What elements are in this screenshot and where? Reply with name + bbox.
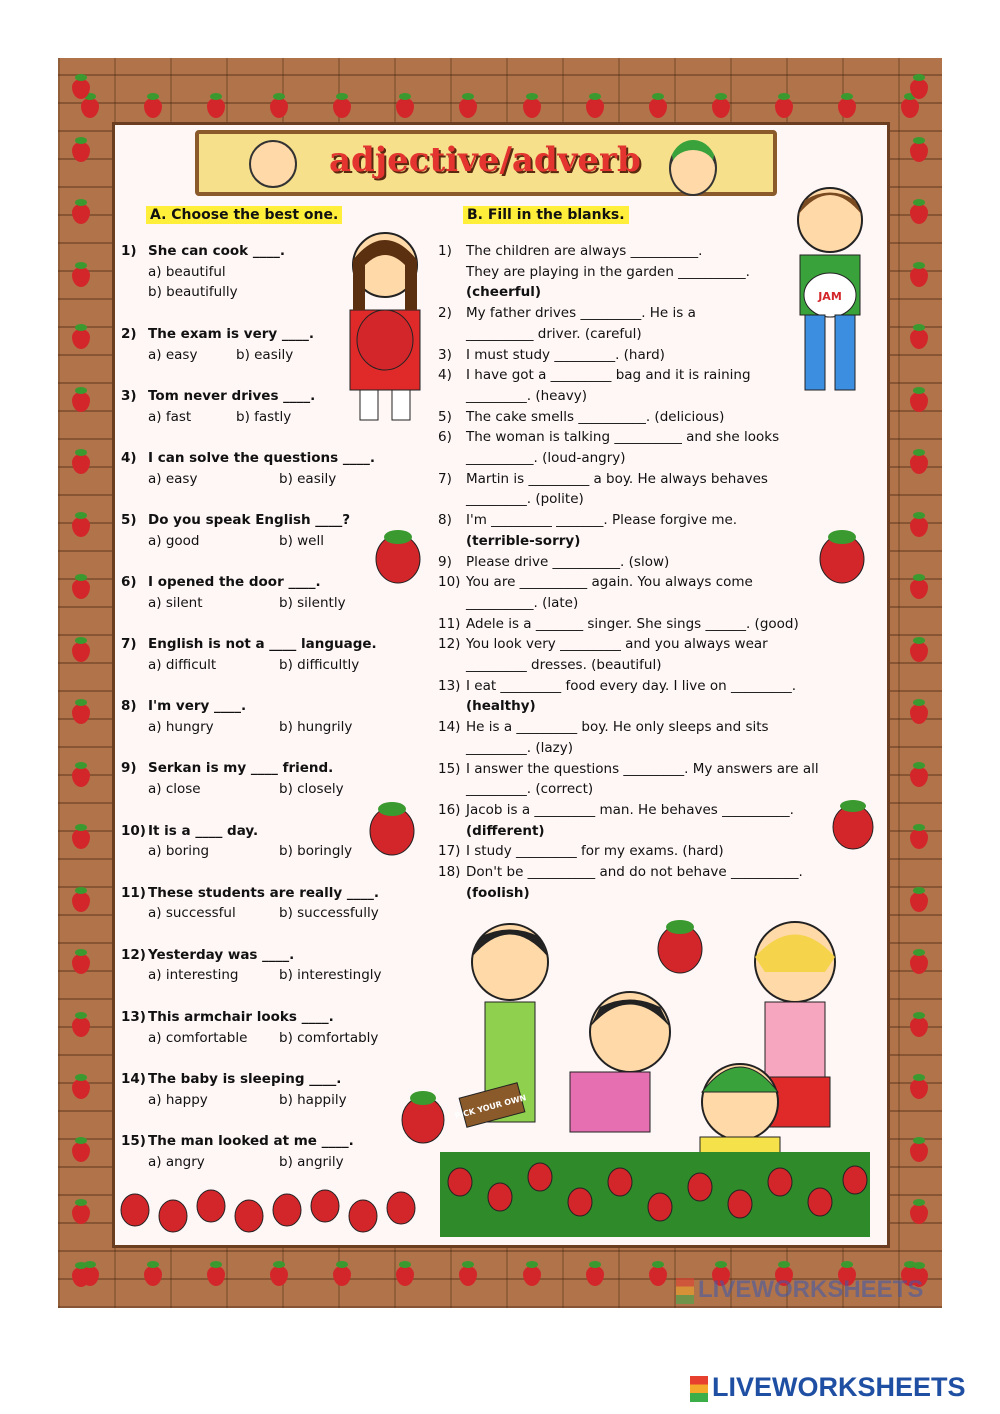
- blank-number: 17): [438, 843, 461, 860]
- question-text: Tom never drives ____.: [148, 387, 316, 404]
- blank-text[interactable]: _________. (correct): [466, 781, 594, 798]
- fill-blank-line: [438, 800, 868, 821]
- question-text: Yesterday was ____.: [148, 946, 295, 963]
- fill-blank-line: [438, 427, 868, 448]
- blank-number: [438, 655, 466, 676]
- blank-text[interactable]: They are playing in the garden __________.: [466, 263, 750, 280]
- question-text: Serkan is my ____ friend.: [148, 760, 334, 777]
- blank-number: [438, 448, 466, 469]
- question-text: I opened the door ____.: [148, 574, 321, 591]
- fill-blank-line: [438, 489, 868, 510]
- question-a-8: [121, 696, 441, 737]
- option-b[interactable]: b) hungrily: [279, 719, 353, 736]
- blank-text[interactable]: __________. (late): [466, 594, 579, 611]
- question-number: 9): [121, 760, 137, 777]
- blank-text[interactable]: Please drive __________. (slow): [466, 553, 670, 570]
- question-text: I can solve the questions ____.: [148, 449, 375, 466]
- question-number: 7): [121, 636, 137, 653]
- option-a[interactable]: a) successful: [148, 905, 236, 922]
- blank-number: 15): [438, 760, 461, 777]
- question-number: 5): [121, 512, 137, 529]
- question-text: I'm very ____.: [148, 698, 247, 715]
- blank-number: [438, 324, 466, 345]
- question-number: 15): [121, 1133, 146, 1150]
- question-a-13: [121, 1007, 441, 1048]
- blank-text[interactable]: Martin is _________ a boy. He always behaves: [466, 470, 768, 487]
- question-number: 10): [121, 822, 146, 839]
- blank-text[interactable]: You look very _________ and you always wear: [466, 636, 768, 653]
- fill-blank-line: [438, 531, 868, 552]
- blank-number: [438, 779, 466, 800]
- fill-blank-line: [438, 510, 868, 531]
- fill-blank-line: [438, 676, 868, 697]
- fill-blank-line: [438, 696, 868, 717]
- strawberry-col-left: [66, 58, 96, 1308]
- blank-number: 11): [438, 615, 461, 632]
- blank-number: 12): [438, 636, 461, 653]
- option-b[interactable]: b) easily: [279, 470, 337, 487]
- fill-blank-line: [438, 841, 868, 862]
- blank-number: [438, 489, 466, 510]
- option-b[interactable]: b) silently: [279, 594, 346, 611]
- blank-text[interactable]: (cheerful): [466, 284, 542, 301]
- strawberry-icon: [368, 525, 428, 585]
- question-number: 1): [121, 243, 137, 259]
- blank-text[interactable]: I answer the questions _________. My answers are all: [466, 760, 819, 777]
- blank-text[interactable]: I have got a _________ bag and it is raining: [466, 367, 751, 384]
- blank-text[interactable]: The woman is talking __________ and she looks: [466, 429, 780, 446]
- liveworksheets-watermark: LIVEWORKSHEETS: [676, 1276, 923, 1304]
- option-b[interactable]: b) easily: [236, 346, 294, 363]
- option-a[interactable]: a) easy: [148, 346, 198, 363]
- strawberry-icon: [812, 525, 872, 585]
- blank-text[interactable]: The children are always __________.: [466, 243, 703, 259]
- question-a-7: [121, 634, 441, 675]
- option-b[interactable]: b) boringly: [279, 843, 353, 860]
- question-text: The baby is sleeping ____.: [148, 1070, 342, 1087]
- question-number: 4): [121, 449, 137, 466]
- question-number: 8): [121, 698, 137, 715]
- option-b[interactable]: b) angrily: [279, 1153, 344, 1170]
- question-number: 12): [121, 946, 146, 963]
- question-a-12: [121, 945, 441, 986]
- option-b[interactable]: b) comfortably: [279, 1029, 379, 1046]
- kids-picking-strawberries-illustration: [440, 912, 870, 1237]
- blank-number: 9): [438, 553, 452, 570]
- blank-number: 8): [438, 512, 452, 529]
- blank-text[interactable]: _________. (lazy): [466, 739, 573, 756]
- blank-number: 6): [438, 429, 452, 446]
- blank-text[interactable]: I study _________ for my exams. (hard): [466, 843, 724, 860]
- blank-text[interactable]: The cake smells __________. (delicious): [466, 408, 725, 425]
- fill-blank-line: [438, 883, 868, 904]
- question-number: 14): [121, 1070, 146, 1087]
- girl-with-strawberry-illustration: [330, 210, 440, 430]
- blank-text[interactable]: Adele is a _______ singer. She sings ______. (good): [466, 615, 799, 632]
- blank-number: 1): [438, 243, 452, 259]
- pick-your-own-sign: PICK YOUR OWN: [453, 1093, 528, 1121]
- blank-number: 4): [438, 367, 452, 384]
- question-text: The man looked at me ____.: [148, 1133, 354, 1150]
- option-a[interactable]: a) comfortable: [148, 1029, 248, 1046]
- title-banner: [195, 130, 777, 196]
- liveworksheets-footer-logo[interactable]: LIVEWORKSHEETS: [690, 1372, 966, 1403]
- option-a[interactable]: a) close: [148, 781, 201, 798]
- option-a[interactable]: a) easy: [148, 470, 198, 487]
- option-b[interactable]: b) happily: [279, 1091, 347, 1108]
- question-text: It is a ____ day.: [148, 822, 259, 839]
- fill-blank-line: [438, 634, 868, 655]
- fill-blank-line: [438, 655, 868, 676]
- question-text: Do you speak English ____?: [148, 512, 351, 529]
- blank-text[interactable]: (different): [466, 822, 545, 839]
- question-number: 11): [121, 884, 146, 901]
- blank-text[interactable]: You are __________ again. You always come: [466, 574, 753, 591]
- blank-text[interactable]: _________. (polite): [466, 491, 584, 508]
- jam-label: JAM: [818, 290, 842, 303]
- kid-face-icon: [669, 140, 717, 196]
- question-a-15: [121, 1131, 441, 1172]
- blank-number: 14): [438, 719, 461, 736]
- option-a[interactable]: a) angry: [148, 1153, 205, 1170]
- blank-text[interactable]: (healthy): [466, 698, 536, 715]
- question-a-4: [121, 448, 441, 489]
- option-b[interactable]: b) difficultly: [279, 656, 360, 673]
- question-a-11: [121, 883, 441, 924]
- section-b-heading: B. Fill in the blanks.: [463, 206, 629, 224]
- blank-number: [438, 282, 466, 303]
- fill-blank-line: [438, 738, 868, 759]
- strawberry-icon: [826, 795, 880, 851]
- blank-number: 5): [438, 408, 452, 425]
- question-a-14: [121, 1069, 441, 1110]
- fill-blank-line: [438, 821, 868, 842]
- page-title: adjective/adverb: [329, 140, 641, 180]
- blank-text[interactable]: _________ dresses. (beautiful): [466, 657, 662, 674]
- question-number: 3): [121, 387, 137, 404]
- blank-number: 3): [438, 346, 452, 363]
- option-a[interactable]: a) happy: [148, 1091, 208, 1108]
- kid-face-icon: [249, 140, 297, 188]
- fill-blank-line: [438, 614, 868, 635]
- blank-number: 7): [438, 470, 452, 487]
- blank-number: 18): [438, 864, 461, 881]
- fill-blank-line: [438, 717, 868, 738]
- fill-blank-line: [438, 572, 868, 593]
- fill-blank-line: [438, 759, 868, 780]
- blank-number: [438, 593, 466, 614]
- fill-blank-line: [438, 779, 868, 800]
- blank-number: 13): [438, 677, 461, 694]
- question-number: 6): [121, 574, 137, 591]
- question-a-9: [121, 758, 441, 799]
- fill-blank-line: [438, 552, 868, 573]
- question-text: She can cook ____.: [148, 243, 285, 259]
- blank-text[interactable]: _________. (heavy): [466, 387, 587, 404]
- blank-number: [438, 696, 466, 717]
- fill-blank-line: [438, 862, 868, 883]
- blank-text[interactable]: __________. (loud-angry): [466, 450, 626, 467]
- question-text: The exam is very ____.: [148, 325, 315, 342]
- fill-blank-line: [438, 448, 868, 469]
- blank-text[interactable]: He is a _________ boy. He only sleeps and sits: [466, 719, 769, 736]
- blank-number: [438, 738, 466, 759]
- option-b[interactable]: b) successfully: [279, 905, 379, 922]
- option-b[interactable]: b) fastly: [236, 408, 292, 425]
- liveworksheets-logo-icon: [676, 1278, 694, 1304]
- option-a[interactable]: a) silent: [148, 594, 203, 611]
- blank-text[interactable]: I must study _________. (hard): [466, 346, 665, 363]
- blank-text[interactable]: Jacob is a _________ man. He behaves __________.: [466, 801, 794, 818]
- option-a[interactable]: a) beautiful: [148, 263, 226, 280]
- option-b[interactable]: b) interestingly: [279, 967, 382, 984]
- question-number: 13): [121, 1008, 146, 1025]
- blank-text[interactable]: I'm _________ _______. Please forgive me.: [466, 512, 738, 529]
- blank-text[interactable]: My father drives _________. He is a: [466, 305, 696, 322]
- blank-number: [438, 883, 466, 904]
- question-text: These students are really ____.: [148, 884, 380, 901]
- strawberry-icon: [362, 797, 422, 857]
- blank-number: 2): [438, 305, 452, 322]
- blank-text[interactable]: Don't be __________ and do not behave __________.: [466, 864, 803, 881]
- blank-number: [438, 262, 466, 283]
- strawberry-row-decoration: [115, 1180, 440, 1235]
- option-b[interactable]: b) closely: [279, 781, 344, 798]
- strawberry-col-right: [904, 58, 934, 1308]
- blank-number: 10): [438, 574, 461, 591]
- question-text: English is not a ____ language.: [148, 636, 377, 653]
- blank-text[interactable]: __________ driver. (careful): [466, 325, 642, 342]
- option-a[interactable]: a) difficult: [148, 656, 217, 673]
- option-a[interactable]: a) fast: [148, 408, 192, 425]
- option-a[interactable]: a) good: [148, 532, 200, 549]
- question-number: 2): [121, 325, 137, 342]
- boy-with-jam-illustration: [775, 170, 885, 420]
- section-a-heading: A. Choose the best one.: [146, 206, 342, 224]
- option-a[interactable]: a) interesting: [148, 967, 239, 984]
- question-text: This armchair looks ____.: [148, 1008, 334, 1025]
- liveworksheets-logo-icon: [690, 1376, 708, 1402]
- blank-number: [438, 386, 466, 407]
- blank-number: [438, 531, 466, 552]
- option-b[interactable]: b) well: [279, 532, 324, 549]
- blank-text[interactable]: (terrible-sorry): [466, 532, 581, 549]
- blank-text[interactable]: I eat _________ food every day. I live on _________.: [466, 677, 797, 694]
- blank-number: 16): [438, 801, 461, 818]
- option-a[interactable]: a) boring: [148, 843, 210, 860]
- option-b[interactable]: b) beautifully: [148, 284, 238, 301]
- fill-blank-line: [438, 593, 868, 614]
- option-a[interactable]: a) hungry: [148, 719, 214, 736]
- blank-text[interactable]: (foolish): [466, 884, 530, 901]
- blank-number: [438, 821, 466, 842]
- fill-blank-line: [438, 469, 868, 490]
